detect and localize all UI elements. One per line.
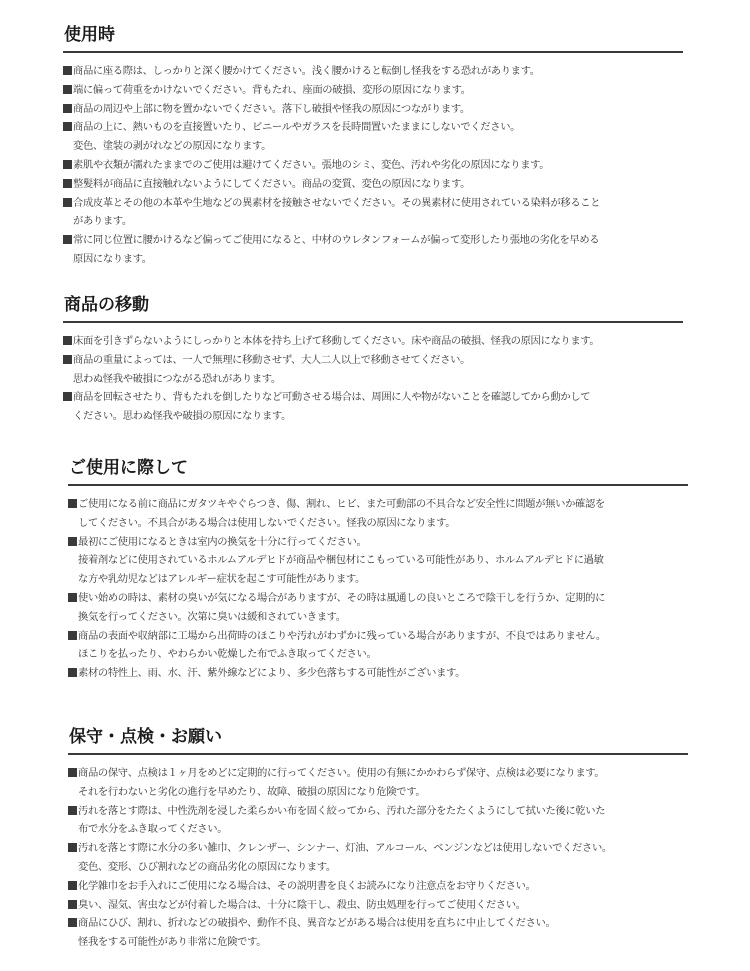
notice-item	[68, 914, 688, 933]
notice-text: 素材の特性上、雨、水、汗、紫外線などにより、多少色落ちする可能性がございます。	[78, 667, 466, 680]
section-moving	[63, 294, 683, 426]
notice-text: 商品を回転させたり、背もたれを倒したりなど可動させる場合は、周囲に人や物がないことを確認してから動かして	[73, 391, 591, 404]
notice-text: 臭い、湿気、害虫などが付着した場合は、十分に陰干し、殺虫、防虫処理を行ってご使用ください。	[78, 898, 526, 911]
square-bullet-icon	[68, 593, 77, 602]
notice-item	[63, 175, 683, 194]
section-usage	[63, 24, 683, 269]
notice-item	[68, 802, 688, 821]
notice-text: 汚れを落とす際に水分の多い雑巾、クレンザー、シンナー、灯油、アルコール、ベンジンなどは使用しないでください。	[78, 842, 612, 855]
square-bullet-icon	[63, 198, 72, 207]
section-before-use	[68, 457, 688, 683]
notice-text: 思わぬ怪我や破損につながる恐れがあります。	[73, 372, 281, 385]
notice-item	[68, 495, 688, 514]
notice-item	[68, 896, 688, 915]
notice-item-continuation	[68, 858, 688, 877]
square-bullet-icon	[68, 499, 77, 508]
square-bullet-icon	[63, 355, 72, 364]
notice-text: ご使用になる前に商品にガタツキやぐらつき、傷、割れ、ヒビ、また可動部の不具合など安全性に問題が無いか確認を	[78, 498, 605, 510]
notice-item-continuation	[63, 137, 683, 156]
notice-item-continuation	[68, 820, 688, 839]
notice-text: 換気を行ってください。次第に臭いは緩和されていきます。	[78, 610, 346, 623]
notice-item	[68, 877, 688, 896]
notice-item	[68, 589, 688, 608]
square-bullet-icon	[63, 392, 72, 401]
notice-text: 接着剤などに使用されているホルムアルデヒドが商品や梱包材にこもっている可能性があり、ホルムアルデヒドに過敏	[78, 554, 604, 567]
square-bullet-icon	[68, 668, 77, 677]
notice-text: 商品にひび、割れ、折れなどの破損や、動作不良、異音などがある場合は使用を直ちに中止してください。	[78, 917, 556, 930]
notice-text: 汚れを落とす際は、中性洗剤を浸した柔らかい布を固く絞ってから、汚れた部分をたたくようにして拭いた後に乾いた	[78, 804, 606, 817]
notice-item	[63, 100, 683, 119]
square-bullet-icon	[63, 85, 72, 94]
section-maintenance	[68, 726, 688, 952]
square-bullet-icon	[68, 768, 77, 777]
notice-text: 布で水分をふき取ってください。	[78, 823, 228, 836]
notice-text: 整髪料が商品に直接触れないようにしてください。商品の変質、変色の原因になります。	[73, 177, 471, 190]
notice-item-continuation	[68, 608, 688, 627]
notice-text: 商品の周辺や上部に物を置かないでください。落下し破損や怪我の原因につながります。	[73, 102, 470, 115]
notice-item-continuation	[68, 570, 688, 589]
notice-item-continuation	[63, 370, 683, 389]
section-title: 商品の移動	[64, 295, 149, 315]
notice-text: 商品の表面や収納部に工場から出荷時のほこりや汚れがわずかに残っている場合がありますが、不良ではありません。	[78, 629, 606, 642]
notice-item	[63, 351, 683, 370]
notice-text: 商品の上に、熱いものを直接置いたり、ビニールやガラスを長時間置いたままにしないでください。	[73, 121, 521, 134]
square-bullet-icon	[68, 881, 77, 890]
section-title: 使用時	[64, 25, 115, 45]
notice-text: 原因になります。	[73, 252, 152, 265]
notice-item	[68, 627, 688, 646]
notice-item	[68, 839, 688, 858]
square-bullet-icon	[68, 900, 77, 909]
square-bullet-icon	[63, 160, 72, 169]
notice-item	[63, 231, 683, 250]
notice-text: 商品の保守、点検は１ヶ月をめどに定期的に行ってください。使用の有無にかかわらず保守、点検は必要になります。	[78, 767, 605, 779]
notice-list	[63, 332, 683, 426]
notice-text: 端に偏って荷重をかけないでください。背もたれ、座面の破損、変形の原因になります。	[73, 83, 471, 96]
square-bullet-icon	[63, 66, 72, 75]
notice-item-continuation	[63, 250, 683, 269]
notice-item	[63, 62, 683, 81]
notice-text: 合成皮革とその他の本革や生地などの異素材を接触させないでください。その異素材に使用されている染料が移ること	[73, 196, 601, 209]
section-divider	[63, 321, 683, 323]
square-bullet-icon	[63, 122, 72, 131]
square-bullet-icon	[63, 104, 72, 113]
square-bullet-icon	[68, 918, 77, 927]
notice-item	[63, 156, 683, 175]
square-bullet-icon	[68, 631, 77, 640]
notice-item-continuation	[68, 933, 688, 952]
notice-text: 商品に座る際は、しっかりと深く腰かけてください。浅く腰かけると転倒し怪我をする恐れがあります。	[73, 65, 540, 77]
square-bullet-icon	[68, 843, 77, 852]
notice-text: 変色、変形、ひび割れなどの商品劣化の原因になります。	[78, 860, 336, 873]
notice-text: な方や乳幼児などはアレルギー症状を起こす可能性があります。	[78, 573, 365, 586]
notice-text: があります。	[73, 215, 132, 228]
notice-list	[63, 62, 683, 269]
notice-text: 床面を引きずらないようにしっかりと本体を持ち上げて移動してください。床や商品の破損、怪我の原因になります。	[73, 335, 600, 347]
section-title: 保守・点検・お願い	[69, 727, 222, 747]
notice-text: 化学雑巾をお手入れにご使用になる場合は、その説明書を良くお読みになり注意点をお守りください。	[78, 879, 536, 892]
notice-text: 変色、塗装の剥がれなどの原因になります。	[73, 140, 272, 153]
notice-text: ほこりを払ったり、やわらかい乾燥した布でふき取ってください。	[78, 648, 377, 661]
square-bullet-icon	[63, 179, 72, 188]
notice-text: 商品の重量によっては、一人で無理に移動させず、大人二人以上で移動させてください。	[73, 353, 471, 366]
notice-text: 素肌や衣類が濡れたままでのご使用は避けてください。張地のシミ、変色、汚れや劣化の原因になります。	[73, 158, 550, 171]
notice-list	[68, 495, 688, 683]
notice-text: それを行わないと劣化の進行を早めたり、故障、破損の原因になり危険です。	[78, 785, 426, 798]
notice-text: ください。思わぬ怪我や破損の原因になります。	[73, 410, 292, 423]
section-divider	[68, 484, 688, 486]
notice-item-continuation	[63, 407, 683, 426]
notice-item	[63, 194, 683, 213]
section-title: ご使用に際して	[69, 458, 188, 478]
notice-text: 怪我をする可能性があり非常に危険です。	[78, 936, 267, 949]
square-bullet-icon	[63, 235, 72, 244]
square-bullet-icon	[68, 537, 77, 546]
square-bullet-icon	[63, 336, 72, 345]
notice-text: 最初にご使用になるときは室内の換気を十分に行ってください。	[78, 535, 367, 548]
notice-text: 常に同じ位置に腰かけるなど偏ってご使用になると、中材のウレタンフォームが偏って変形したり張地の劣化を早める	[73, 234, 600, 247]
section-divider	[68, 753, 688, 755]
notice-item	[68, 764, 688, 783]
notice-item	[68, 664, 688, 683]
notice-item-continuation	[63, 212, 683, 231]
notice-text: 使い始めの時は、素材の臭いが気になる場合がありますが、その時は風通しの良いところで陰干しを行うか、定期的に	[78, 591, 606, 604]
notice-list	[68, 764, 688, 952]
square-bullet-icon	[68, 806, 77, 815]
notice-item	[63, 81, 683, 100]
notice-item	[63, 388, 683, 407]
notice-item	[63, 118, 683, 137]
notice-item-continuation	[68, 783, 688, 802]
notice-item	[68, 533, 688, 552]
notice-text: してください。不具合がある場合は使用しないでください。怪我の原因になります。	[78, 516, 456, 529]
section-divider	[63, 51, 683, 53]
notice-item-continuation	[68, 645, 688, 664]
notice-item	[63, 332, 683, 351]
notice-item-continuation	[68, 514, 688, 533]
notice-item-continuation	[68, 551, 688, 570]
